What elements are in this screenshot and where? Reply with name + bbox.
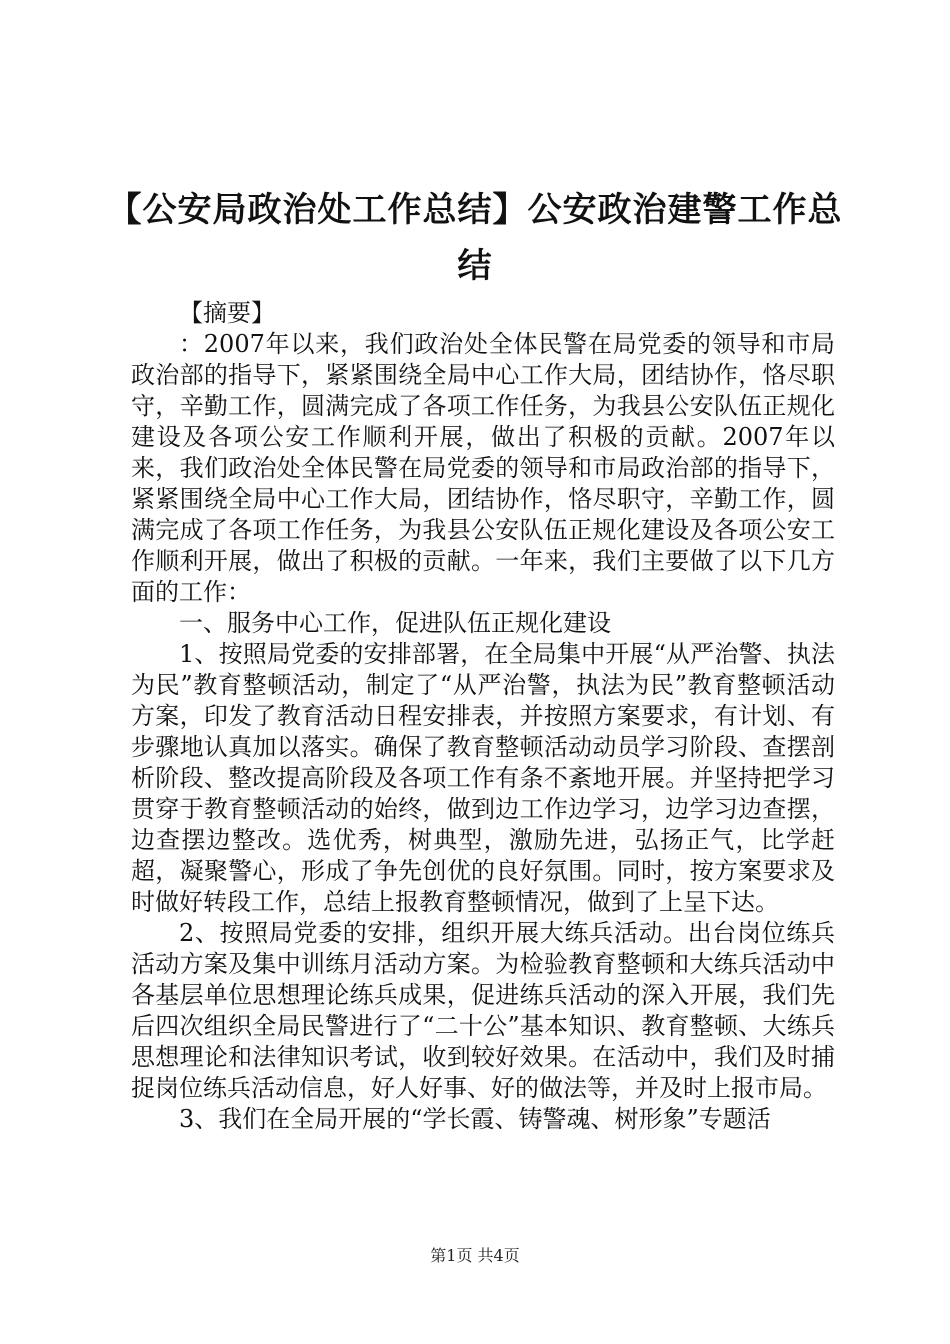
section-heading: 一、服务中心工作，促进队伍正规化建设 bbox=[179, 609, 611, 637]
page-footer: 第1页 共4页 bbox=[430, 1246, 520, 1265]
paragraph-item-3: 3、我们在全局开展的“学长霞、铸警魂、树形象”专题活 bbox=[179, 1105, 771, 1133]
document-body bbox=[131, 298, 835, 1135]
paragraph-item-1: 1、按照局党委的安排部署，在全局集中开展“从严治警、执法为民”教育整顿活动，制定了“从严治警，执法为民”教育整顿活动方案，印发了教育活动日程安排表，并按照方案要求，有计划、有步骤地认真加以落实。确保了教育整顿活动动员学习阶段、查摆剖析阶段、整改提高阶段及各项工作有条不紊地开展。并坚持把学习贯穿于教育整顿活动的始终，做到边工作边学习，边学习边查摆，边查摆边整改。选优秀，树典型，激励先进，弘扬正气，比学赶超，凝聚警心，形成了争先创优的良好氛围。同时，按方案要求及时做好转段工作，总结上报教育整顿情况，做到了上呈下达。 bbox=[131, 640, 835, 916]
paragraph-item-2: 2、按照局党委的安排，组织开展大练兵活动。出台岗位练兵活动方案及集中训练月活动方案。为检验教育整顿和大练兵活动中各基层单位思想理论练兵成果，促进练兵活动的深入开展，我们先后四次组织全局民警进行了“二十公”基本知识、教育整顿、大练兵思想理论和法律知识考试，收到较好效果。在活动中，我们及时捕捉岗位练兵活动信息，好人好事、好的做法等，并及时上报市局。 bbox=[131, 919, 835, 1102]
document-title: 【公安局政治处工作总结】公安政治建警工作总结 bbox=[107, 190, 843, 286]
abstract-heading: 【摘要】 bbox=[179, 299, 275, 327]
paragraph-abstract: ：2007年以来，我们政治处全体民警在局党委的领导和市局政治部的指导下，紧紧围绕全局中心工作大局，团结协作，恪尽职守，辛勤工作，圆满完成了各项工作任务，为我县公安队伍正规化建设及各项公安工作顺利开展，做出了积极的贡献。2007年以来，我们政治处全体民警在局党委的领导和市局政治部的指导下，紧紧围绕全局中心工作大局，团结协作，恪尽职守，辛勤工作，圆满完成了各项工作任务，为我县公安队伍正规化建设及各项公安工作顺利开展，做出了积极的贡献。一年来，我们主要做了以下几方面的工作： bbox=[131, 330, 835, 606]
